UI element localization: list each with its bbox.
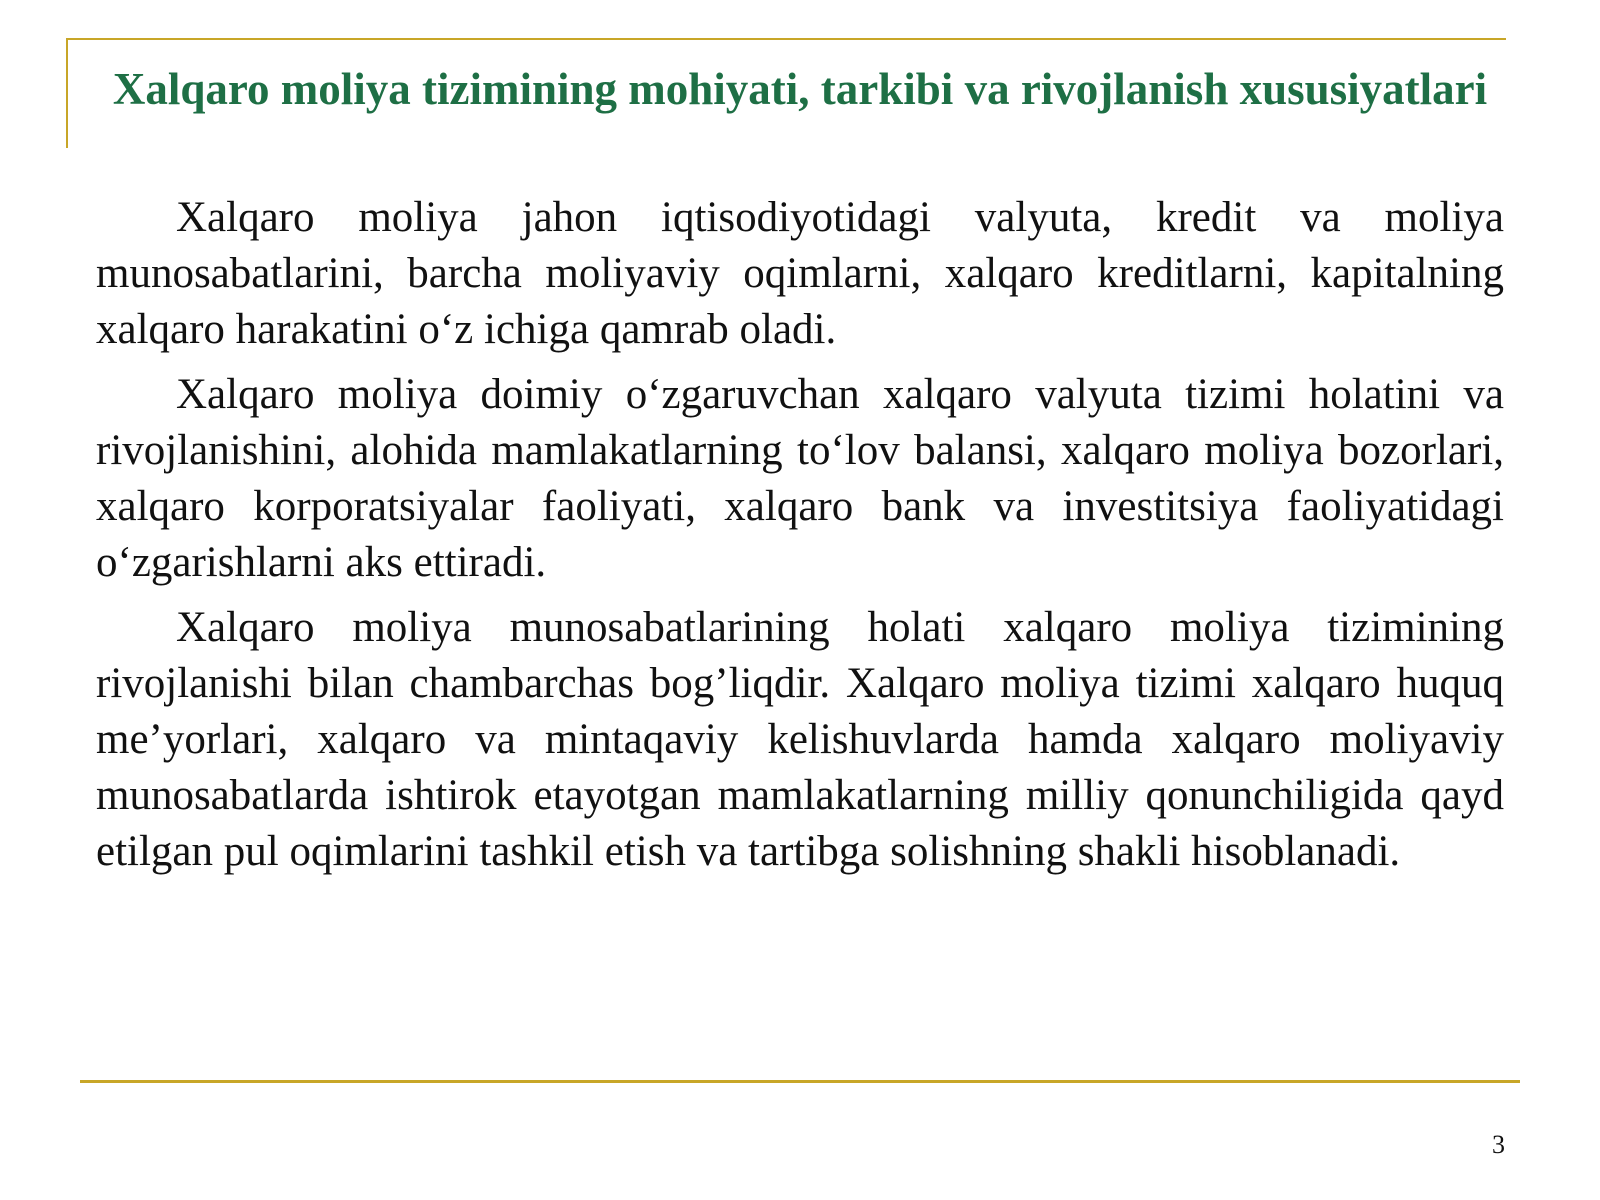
paragraph-1: Xalqaro moliya jahon iqtisodiyotidagi valyuta, kredit va moliya munosabatlarini, barcha moliyaviy oqimlarni, xalqaro kreditlarni, kapitalning xalqaro harakatini o‘z ichiga qamrab oladi. <box>96 194 1504 353</box>
title-frame-top-rule <box>66 38 1506 40</box>
slide-title: Xalqaro moliya tizimining mohiyati, tarkibi va rivojlanish xususiyatlari <box>112 64 1488 114</box>
paragraph-2: Xalqaro moliya doimiy o‘zgaruvchan xalqaro valyuta tizimi holatini va rivojlanishini, alohida mamlakatlarning to‘lov balansi, xalqaro moliya bozorlari, xalqaro korporatsiyalar faoliyati, xalqaro bank va investitsiya faoliyatidagi o‘zgarishlarni aks ettiradi. <box>96 371 1504 586</box>
title-frame-left-rule <box>66 38 68 148</box>
slide-body <box>96 190 1504 889</box>
page-number: 3 <box>1492 1130 1505 1159</box>
paragraph-3: Xalqaro moliya munosabatlarining holati xalqaro moliya tizimining rivojlanishi bilan chambarchas bog’liqdir. Xalqaro moliya tizimi xalqaro huquq me’yorlari, xalqaro va mintaqaviy kelishuvlarda hamda xalqaro moliyaviy munosabatlarda ishtirok etayotgan mamlakatlarning milliy qonunchiligida qayd etilgan pul oqimlarini tashkil etish va tartibga solishning shakli hisoblanadi. <box>96 604 1504 875</box>
footer-rule <box>80 1080 1520 1083</box>
